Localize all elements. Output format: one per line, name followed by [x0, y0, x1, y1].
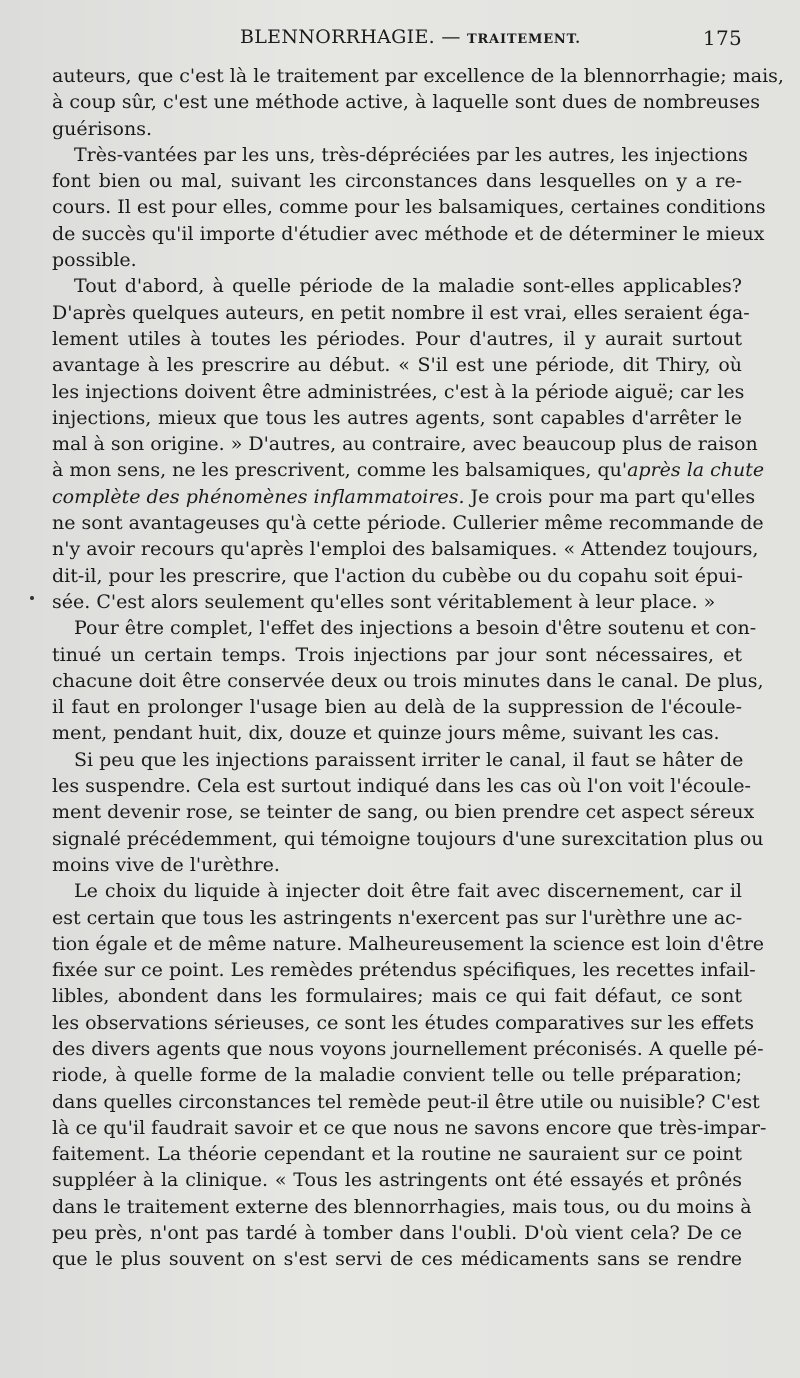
text-line: les observations sérieuses, ce sont les études comparatives sur les effets [52, 1011, 755, 1034]
text-line: Le choix du liquide à injecter doit être fait avec discernement, car il [74, 880, 742, 903]
text-line: peu près, n'ont pas tardé à tomber dans l'oubli. D'où vient cela? De ce [52, 1222, 742, 1245]
page-number: 175 [702, 26, 742, 50]
italic-segment: complète des phénomènes inflammatoires. [52, 485, 465, 508]
text-line: là ce qu'il faudrait savoir et ce que nous ne savons encore que très-impar- [52, 1116, 767, 1139]
body-text [52, 63, 784, 1273]
text-line: n'y avoir recours qu'après l'emploi des balsamiques. « Attendez toujours, [52, 538, 759, 561]
text-line: chacune doit être conservée deux ou trois minutes dans le canal. De plus, [52, 669, 764, 692]
text-line: cours. Il est pour elles, comme pour les balsamiques, certaines conditions [52, 196, 766, 219]
text-line: faitement. La théorie cependant et la routine ne sauraient sur ce point [52, 1143, 742, 1166]
text-line: dans quelles circonstances tel remède peut-il être utile ou nuisible? C'est [52, 1090, 760, 1113]
text-line: sée. C'est alors seulement qu'elles sont véritablement à leur place. » [52, 590, 716, 613]
text-line: tinué un certain temps. Trois injections par jour sont nécessaires, et [52, 643, 742, 666]
text-line: il faut en prolonger l'usage bien au delà de la suppression de l'écoule- [52, 696, 742, 719]
text-line: possible. [52, 249, 137, 272]
text-line [52, 484, 756, 510]
text-line: mal à son origine. » D'autres, au contraire, avec beaucoup plus de raison [52, 433, 758, 456]
text-line: que le plus souvent on s'est servi de ces médicaments sans se rendre [52, 1248, 742, 1271]
text-line: lement utiles à toutes les périodes. Pour d'autres, il y aurait surtout [52, 327, 742, 350]
text-line [52, 457, 765, 483]
text-line: ment, pendant huit, dix, douze et quinze jours même, suivant les cas. [52, 722, 720, 745]
italic-segment: après la chute [627, 459, 765, 482]
text-line: moins vive de l'urèthre. [52, 853, 280, 876]
text-segment: Je crois pour ma part qu'elles [464, 485, 756, 508]
title-dash: — [441, 26, 461, 48]
text-line: ne sont avantageuses qu'à cette période. Cullerier même recommande de [52, 512, 764, 535]
margin-mark [30, 596, 34, 600]
text-line: Très-vantées par les uns, très-dépréciées par les autres, les injections [74, 143, 748, 166]
text-line: les injections doivent être administrées, c'est à la période aiguë; car les [52, 380, 745, 403]
text-line: guérisons. [52, 117, 153, 140]
text-line: avantage à les prescrire au début. « S'il est une période, dit Thiry, où [52, 354, 742, 377]
text-line: auteurs, que c'est là le traitement par excellence de la blennorrhagie; mais, [52, 65, 784, 87]
text-line: est certain que tous les astringents n'exercent pas sur l'urèthre une ac- [52, 906, 743, 929]
chapter-title: BLENNORRHAGIE. [240, 26, 435, 48]
text-line: suppléer à la clinique. « Tous les astringents ont été essayés et prônés [52, 1169, 742, 1192]
text-line: Tout d'abord, à quelle période de la maladie sont-elles applicables? [74, 275, 742, 298]
text-line: dans le traitement externe des blennorrhagies, mais tous, ou du moins à [52, 1195, 752, 1218]
text-segment: à mon sens, ne les prescrivent, comme les balsamiques, qu' [52, 459, 628, 482]
text-line: Pour être complet, l'effet des injections a besoin d'être soutenu et con- [74, 617, 757, 640]
text-line: tion égale et de même nature. Malheureusement la science est loin d'être [52, 932, 765, 955]
text-line: dit-il, pour les prescrire, que l'action du cubèbe ou du copahu soit épui- [52, 564, 743, 587]
text-line: font bien ou mal, suivant les circonstances dans lesquelles on y a re- [52, 170, 742, 193]
text-line: injections, mieux que tous les autres agents, sont capables d'arrêter le [52, 406, 742, 429]
text-line: à coup sûr, c'est une méthode active, à laquelle sont dues de nombreuses [52, 91, 760, 114]
text-line: D'après quelques auteurs, en petit nombre il est vrai, elles seraient éga- [52, 301, 750, 324]
text-line: libles, abondent dans les formulaires; mais ce qui fait défaut, ce sont [52, 985, 742, 1008]
text-line: ment devenir rose, se teinter de sang, ou bien prendre cet aspect séreux [52, 801, 755, 824]
text-line: riode, à quelle forme de la maladie convient telle ou telle préparation; [52, 1064, 742, 1087]
text-line: Si peu que les injections paraissent irriter le canal, il faut se hâter de [74, 748, 744, 771]
text-line: des divers agents que nous voyons journellement préconisés. A quelle pé- [52, 1037, 764, 1060]
section-title: TRAITEMENT. [466, 32, 581, 47]
running-title [240, 26, 581, 48]
page-header [52, 26, 742, 54]
text-line: de succès qu'il importe d'étudier avec méthode et de déterminer le mieux [52, 222, 765, 245]
text-line: signalé précédemment, qui témoigne toujours d'une surexcitation plus ou [52, 827, 764, 850]
text-line: les suspendre. Cela est surtout indiqué dans les cas où l'on voit l'écoule- [52, 775, 751, 798]
text-line: fixée sur ce point. Les remèdes prétendus spécifiques, les recettes infail- [52, 959, 756, 982]
